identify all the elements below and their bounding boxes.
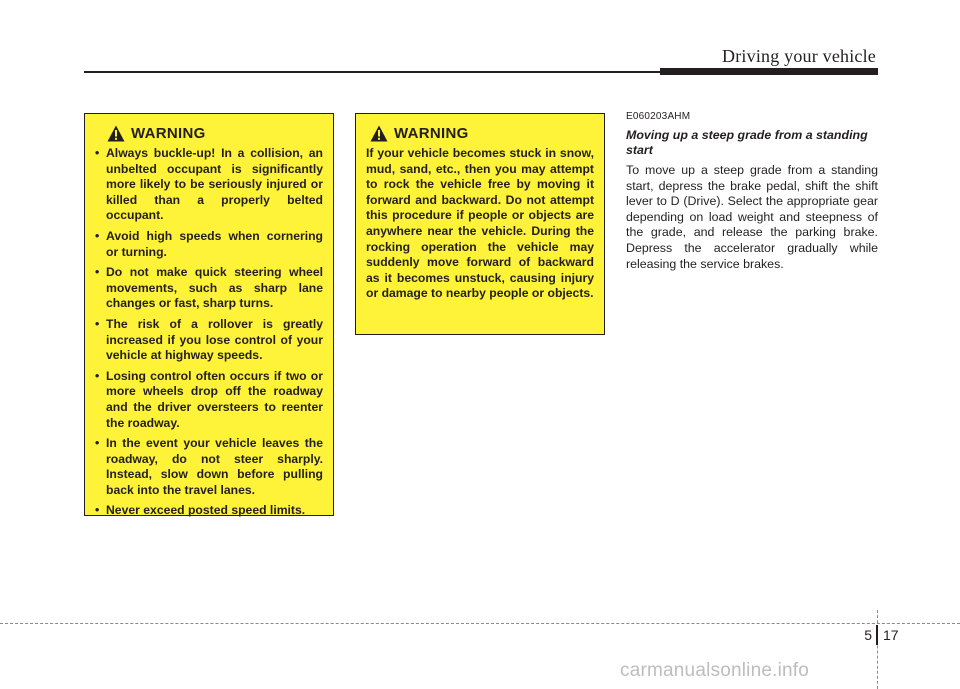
footer-vertical-divider [877, 610, 878, 689]
warning-box-seatbelt [84, 113, 334, 516]
chapter-number: 5 [864, 627, 872, 643]
page-number-separator [876, 625, 878, 645]
page-number: 17 [883, 627, 899, 643]
warning-heading [95, 125, 323, 142]
warning-item: • Do not make quick steering wheel movements, such as sharp lane changes or fast, sharp turns. [95, 265, 323, 312]
warning-text: If your vehicle becomes stuck in snow, mud, sand, etc., then you may attempt to rock the vehicle free by moving it forward and backward. Do not attempt this procedure if people or objects are anywhere near the vehicle. During the rocking operation the vehicle may suddenly move forward of backward as it becomes unstuck, causing injury or damage to nearby people or objects. [366, 146, 594, 301]
footer-divider [0, 623, 960, 624]
section-code: E060203AHM [626, 111, 691, 122]
warning-item: • Never exceed posted speed limits. [95, 503, 323, 519]
header-rule-bar [660, 68, 878, 75]
section-steep-grade [626, 111, 878, 272]
warning-heading [366, 125, 594, 142]
section-body: To move up a steep grade from a standing start, depress the brake pedal, shift the shift lever to D (Drive). Select the appropriate gear depending on load weight and steepness of the grade, and release the parking brake. Depress the accelerator gradually while releasing the service brakes. [626, 163, 878, 271]
section-heading: Moving up a steep grade from a standing start [626, 128, 868, 157]
warning-box-stuck-vehicle [355, 113, 605, 335]
warning-triangle-icon [107, 125, 125, 142]
warning-item: • Losing control often occurs if two or more wheels drop off the roadway and the driver oversteers to reenter the roadway. [95, 369, 323, 431]
warning-item: • The risk of a rollover is greatly increased if you lose control of your vehicle at highway speeds. [95, 317, 323, 364]
warning-title: WARNING [394, 125, 469, 142]
warning-item: • In the event your vehicle leaves the roadway, do not steer sharply. Instead, slow down before pulling back into the travel lanes. [95, 436, 323, 498]
page-header-title: Driving your vehicle [722, 46, 876, 66]
warning-item: • Avoid high speeds when cornering or turning. [95, 229, 323, 260]
header-rule [84, 71, 664, 73]
warning-triangle-icon [370, 125, 388, 142]
warning-title: WARNING [131, 125, 206, 142]
warning-item: • Always buckle-up! In a collision, an unbelted occupant is significantly more likely to be seriously injured or killed than a properly belted occupant. [95, 146, 323, 224]
watermark: carmanualsonline.info [620, 660, 810, 681]
warning-list [95, 146, 323, 519]
